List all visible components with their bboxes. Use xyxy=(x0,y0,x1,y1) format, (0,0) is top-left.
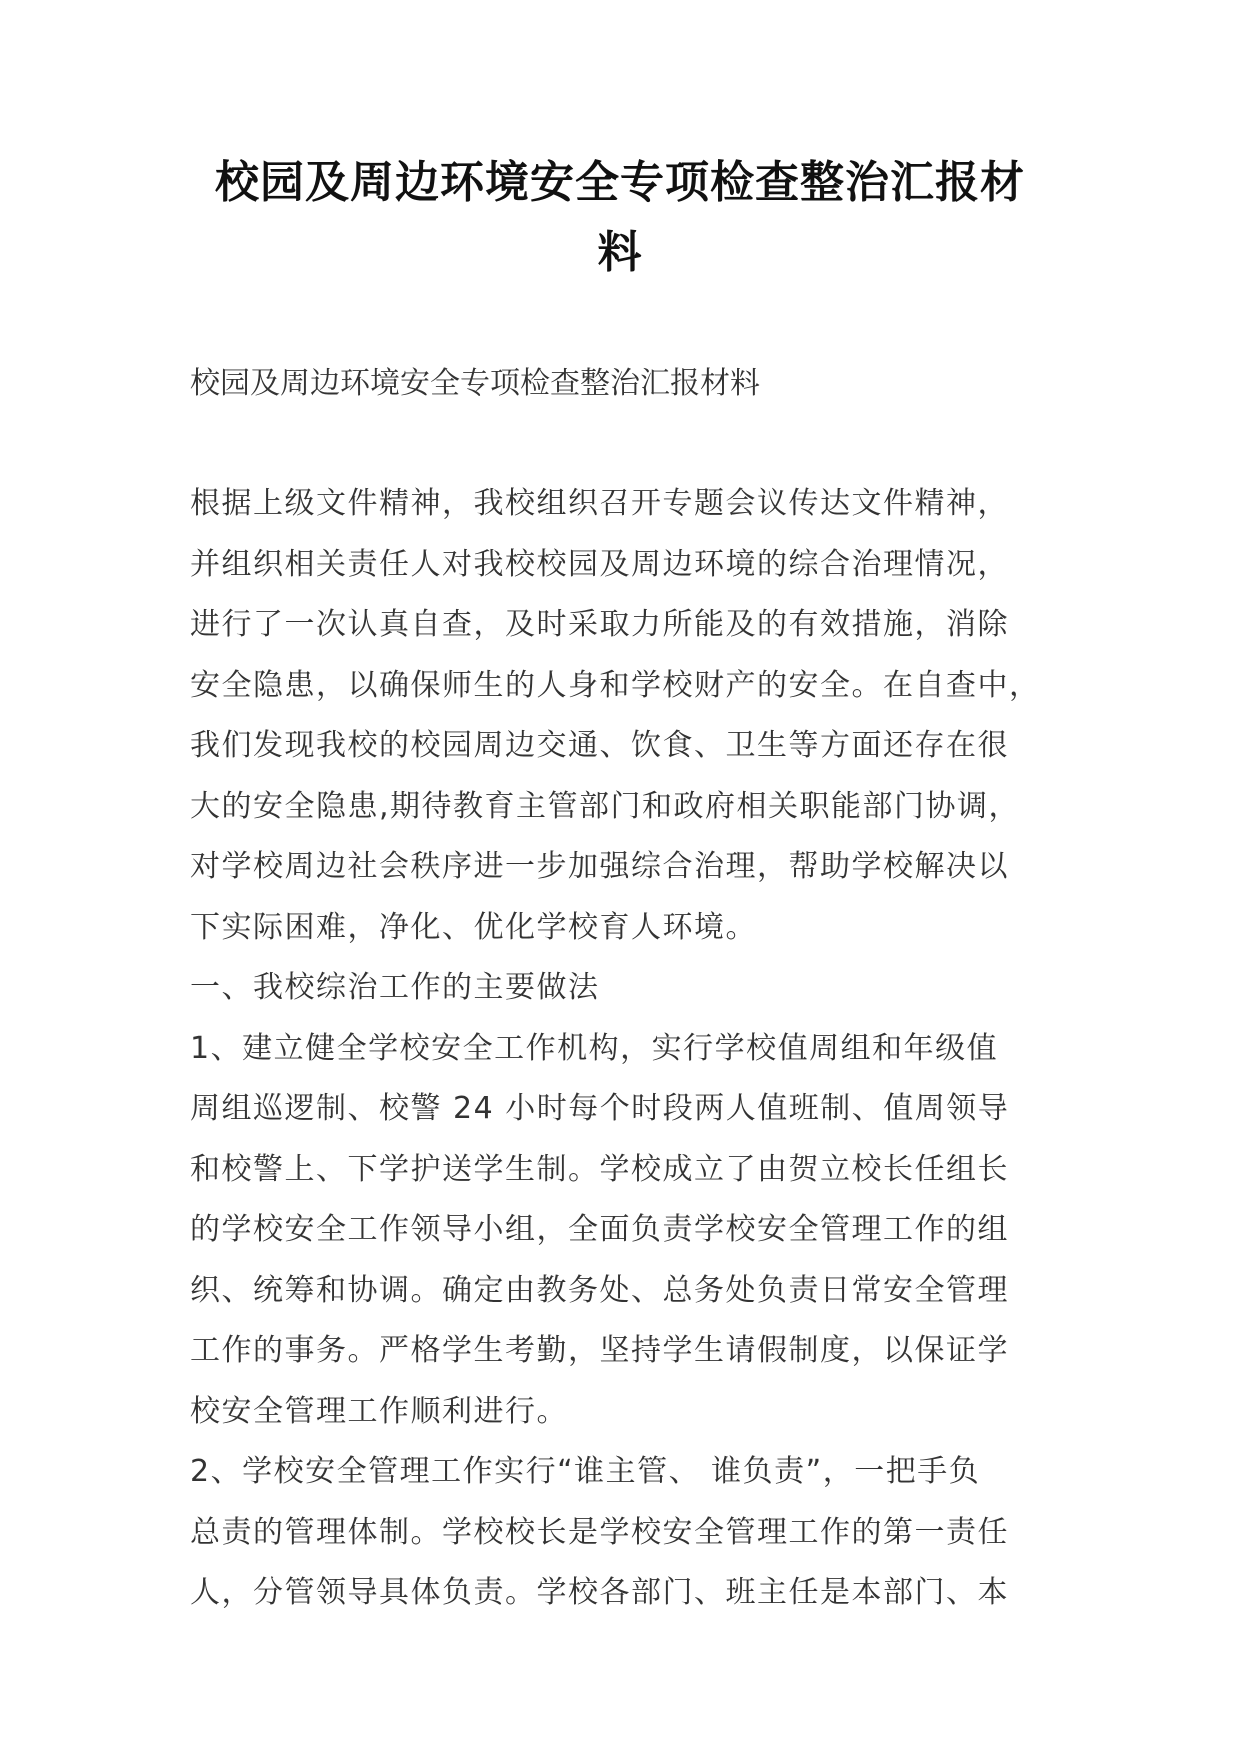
body-text xyxy=(190,474,1070,1624)
body-line: 2、学校安全管理工作实行“谁主管、 谁负责”，一把手负 xyxy=(190,1454,981,1489)
body-line: 周组巡逻制、校警 24 小时每个时段两人值班制、值周领导 xyxy=(190,1091,1010,1126)
document-body xyxy=(190,356,1070,1624)
body-line: 大的安全隐患,期待教育主管部门和政府相关职能部门协调， xyxy=(190,788,1021,824)
document-subtitle: 校园及周边环境安全专项检查整治汇报材料 xyxy=(190,366,760,401)
body-line: 1、建立健全学校安全工作机构，实行学校值周组和年级值 xyxy=(190,1030,999,1066)
body-line: 工作的事务。严格学生考勤，坚持学生请假制度，以保证学 xyxy=(190,1333,1009,1368)
document-title xyxy=(150,148,1090,288)
body-line: 人，分管领导具体负责。学校各部门、班主任是本部门、本 xyxy=(190,1575,1009,1610)
body-line: 我们发现我校的校园周边交通、饮食、卫生等方面还存在很 xyxy=(190,728,1009,763)
body-line: 并组织相关责任人对我校校园及周边环境的综合治理情况， xyxy=(190,546,1009,582)
title-line-2: 料 xyxy=(597,227,643,278)
body-line: 对学校周边社会秩序进一步加强综合治理，帮助学校解决以 xyxy=(190,849,1009,884)
title-line-1: 校园及周边环境安全专项检查整治汇报材 xyxy=(215,157,1025,208)
body-line: 下实际困难，净化、优化学校育人环境。 xyxy=(190,909,757,945)
body-line: 安全隐患，以确保师生的人身和学校财产的安全。在自查中， xyxy=(190,667,1041,703)
body-line: 进行了一次认真自查，及时采取力所能及的有效措施，消除 xyxy=(190,607,1009,642)
body-line: 总责的管理体制。学校校长是学校安全管理工作的第一责任 xyxy=(190,1514,1009,1550)
body-line: 织、统筹和协调。确定由教务处、总务处负责日常安全管理 xyxy=(190,1272,1009,1308)
body-line: 和校警上、下学护送学生制。学校成立了由贺立校长任组长 xyxy=(190,1151,1009,1187)
body-line: 根据上级文件精神，我校组织召开专题会议传达文件精神， xyxy=(190,486,1009,521)
body-line: 的学校安全工作领导小组，全面负责学校安全管理工作的组 xyxy=(190,1212,1009,1247)
body-line: 校安全管理工作顺利进行。 xyxy=(190,1393,568,1429)
section-heading: 一、我校综治工作的主要做法 xyxy=(190,970,600,1005)
